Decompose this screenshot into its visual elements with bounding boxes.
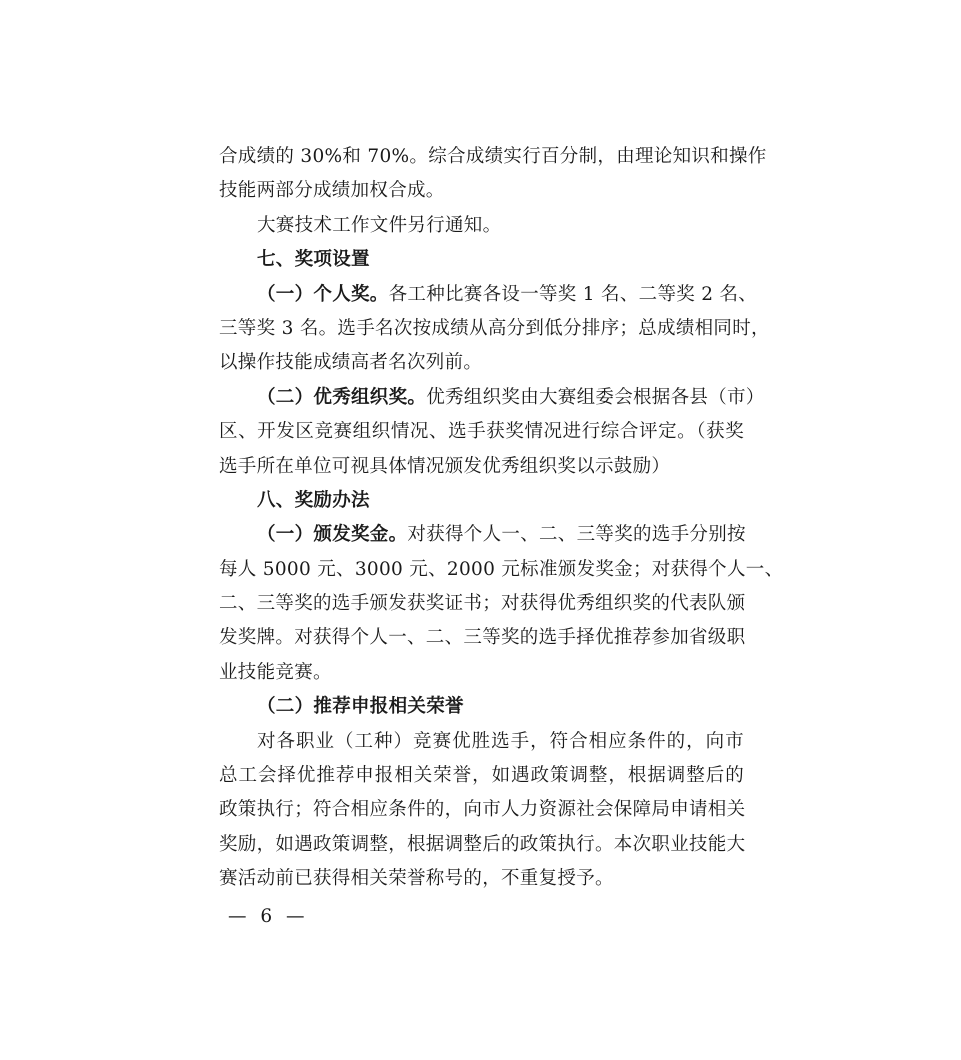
body-line-text: 优秀组织奖由大赛组委会根据各县（市） [426,386,765,408]
body-line: 区、开发区竞赛组织情况、选手获奖情况进行综合评定。（获奖 [219,421,744,443]
subsection-heading: （二）优秀组织奖。 [257,386,427,408]
body-line: 对各职业（工种）竞赛优胜选手，符合相应条件的，向市 [257,730,744,752]
body-line: 赛活动前已获得相关荣誉称号的，不重复授予。 [219,868,614,890]
body-line: 业技能竞赛。 [219,661,332,683]
body-line: 每人 5000 元、3000 元、2000 元标准颁发奖金；对获得个人一、 [219,558,784,580]
body-text [219,140,784,897]
section-heading: 七、奖项设置 [257,249,370,271]
body-line: 总工会择优推荐申报相关荣誉，如遇政策调整，根据调整后的 [219,765,744,787]
body-line [219,381,765,415]
body-line: 发奖牌。对获得个人一、二、三等奖的选手择优推荐参加省级职 [219,627,746,649]
page-number: — 6 — [228,906,309,927]
body-line: 合成绩的 30%和 70%。综合成绩实行百分制，由理论知识和操作 [219,146,767,167]
body-line: 技能两部分成绩加权合成。 [219,180,445,202]
body-line: 以操作技能成绩高者名次列前。 [219,352,483,374]
section-heading: 八、奖励办法 [257,489,370,511]
body-line: 二、三等奖的选手颁发获奖证书；对获得优秀组织奖的代表队颁 [219,593,746,615]
body-line-text: 各工种比赛各设一等奖 1 名、二等奖 2 名、 [388,283,758,305]
body-line: 政策执行；符合相应条件的，向市人力资源社会保障局申请相关 [219,799,746,821]
body-line-text: 对获得个人一、二、三等奖的选手分别按 [407,524,746,546]
subsection-heading: （一）个人奖。 [257,283,389,305]
body-line [219,278,758,312]
body-line: 奖励，如遇政策调整，根据调整后的政策执行。本次职业技能大 [219,833,746,855]
body-line [219,518,744,552]
subsection-heading: （二）推荐申报相关荣誉 [257,696,464,718]
subsection-heading: （一）颁发奖金。 [257,524,408,546]
body-line: 三等奖 3 名。选手名次按成绩从高分到低分排序；总成绩相同时， [219,317,770,339]
body-line: 选手所在单位可视具体情况颁发优秀组织奖以示鼓励） [219,455,671,477]
body-line: 大赛技术工作文件另行通知。 [257,214,502,236]
